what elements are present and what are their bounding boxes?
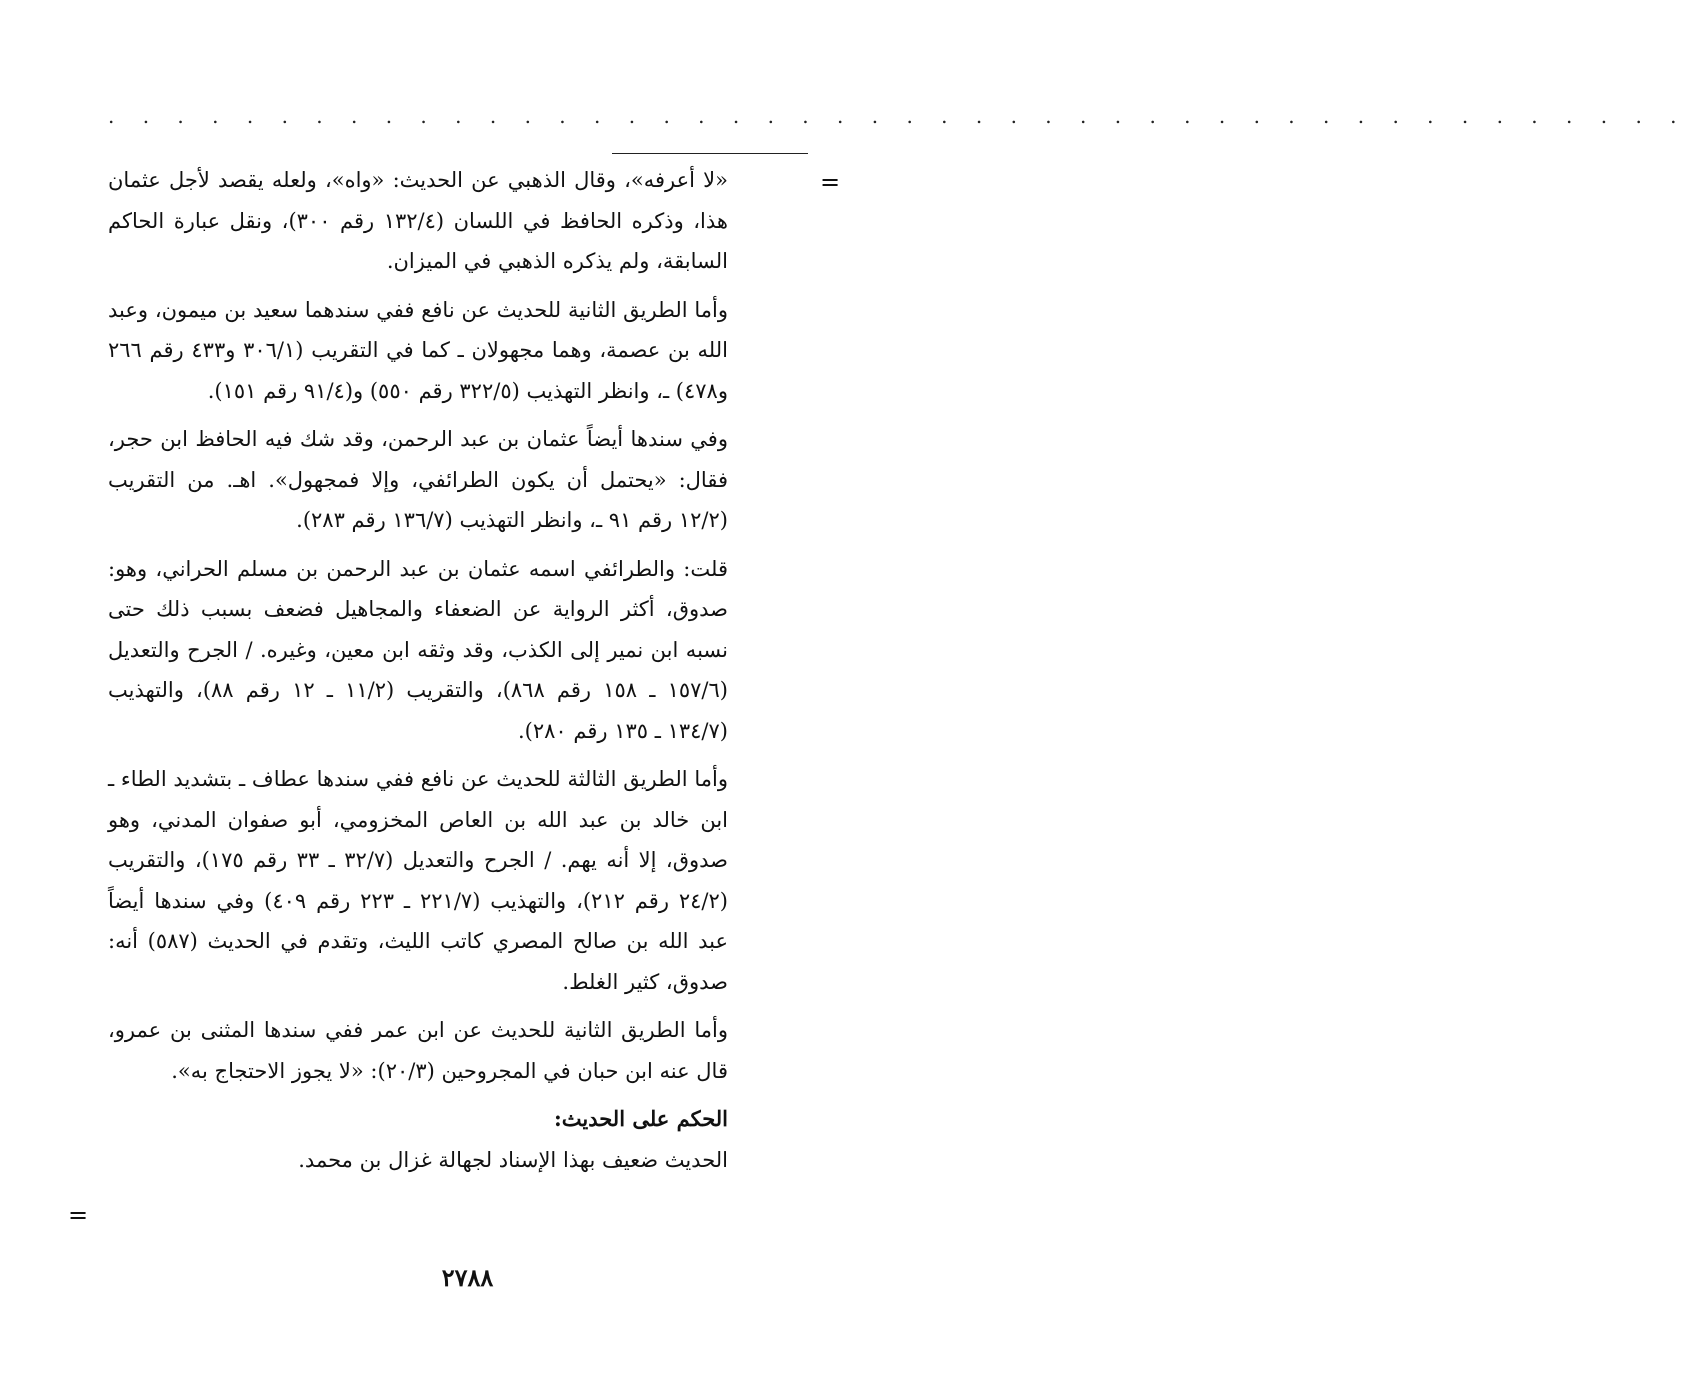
paragraph-4: قلت: والطرائفي اسمه عثمان بن عبد الرحمن بن مسلم الحراني، وهو: صدوق، أكثر الرواية عن الضعفاء والمجاهيل فضعف بسبب ذلك حتى نسبه ابن نمير إلى الكذب، وقد وثقه ابن معين، وغيره. / الجرح والتعديل (١٥٧/٦ ـ ١٥٨ رقم ٨٦٨)، والتقريب (١١/٢ ـ ١٢ رقم ٨٨)، والتهذيب (١٣٤/٧ ـ ١٣٥ رقم ٢٨٠).: [108, 556, 728, 743]
ruling-text: الحديث ضعيف بهذا الإسناد لجهالة غزال بن محمد.: [298, 1147, 728, 1172]
continuation-mark-bottom: =: [68, 1201, 89, 1229]
paragraph-1: «لا أعرفه»، وقال الذهبي عن الحديث: «واه»، ولعله يقصد لأجل عثمان هذا، وذكره الحافظ في اللسان (١٣٢/٤ رقم ٣٠٠)، ونقل عبارة الحاكم السابقة، ولم يذكره الذهبي في الميزان.: [108, 168, 728, 273]
page-body: [108, 160, 728, 1188]
paragraph-2: وأما الطريق الثانية للحديث عن نافع ففي سندهما سعيد بن ميمون، وعبد الله بن عصمة، وهما مجهولان ـ كما في التقريب (٣٠٦/١ و٤٣٣ رقم ٢٦٦ و٤٧٨) ـ، وانظر التهذيب (٣٢٢/٥ رقم ٥٥٠) و(٩١/٤ رقم ١٥١).: [108, 297, 728, 403]
footnote-rule: [612, 153, 808, 154]
paragraph-5: وأما الطريق الثالثة للحديث عن نافع ففي سندها عطاف ـ بتشديد الطاء ـ ابن خالد بن عبد الله بن العاص المخزومي، أبو صفوان المدني، وهو صدوق، إلا أنه يهم. / الجرح والتعديل (٣٢/٧ ـ ٣٣ رقم ١٧٥)، والتقريب (٢٤/٢ رقم ٢١٢)، والتهذيب (٢٢١/٧ ـ ٢٢٣ رقم ٤٠٩) وفي سندها أيضاً عبد الله بن صالح المصري كاتب الليث، وتقدم في الحديث (٥٨٧) أنه: صدوق، كثير الغلط.: [108, 767, 728, 994]
paragraph-6: وأما الطريق الثانية للحديث عن ابن عمر ففي سندها المثنى بن عمرو، قال عنه ابن حبان في المجروحين (٢٠/٣): «لا يجوز الاحتجاج به».: [108, 1018, 728, 1083]
continuation-mark-top: =: [820, 168, 841, 196]
ruling-heading: الحكم على الحديث:: [554, 1106, 728, 1131]
paragraph-3: وفي سندها أيضاً عثمان بن عبد الرحمن، وقد شك فيه الحافظ ابن حجر، فقال: «يحتمل أن يكون الطرائفي، وإلا فمجهول». اهـ. من التقريب (١٢/٢ رقم ٩١ ـ، وانظر التهذيب (١٣٦/٧ رقم ٢٨٣).: [108, 427, 728, 532]
dotted-separator: . . . . . . . . . . . . . . . . . . . . . . . . . . . . . . . . . . . . . . . . . . . . . .: [108, 104, 1688, 128]
page-number: ٢٧٨٨: [441, 1263, 494, 1292]
